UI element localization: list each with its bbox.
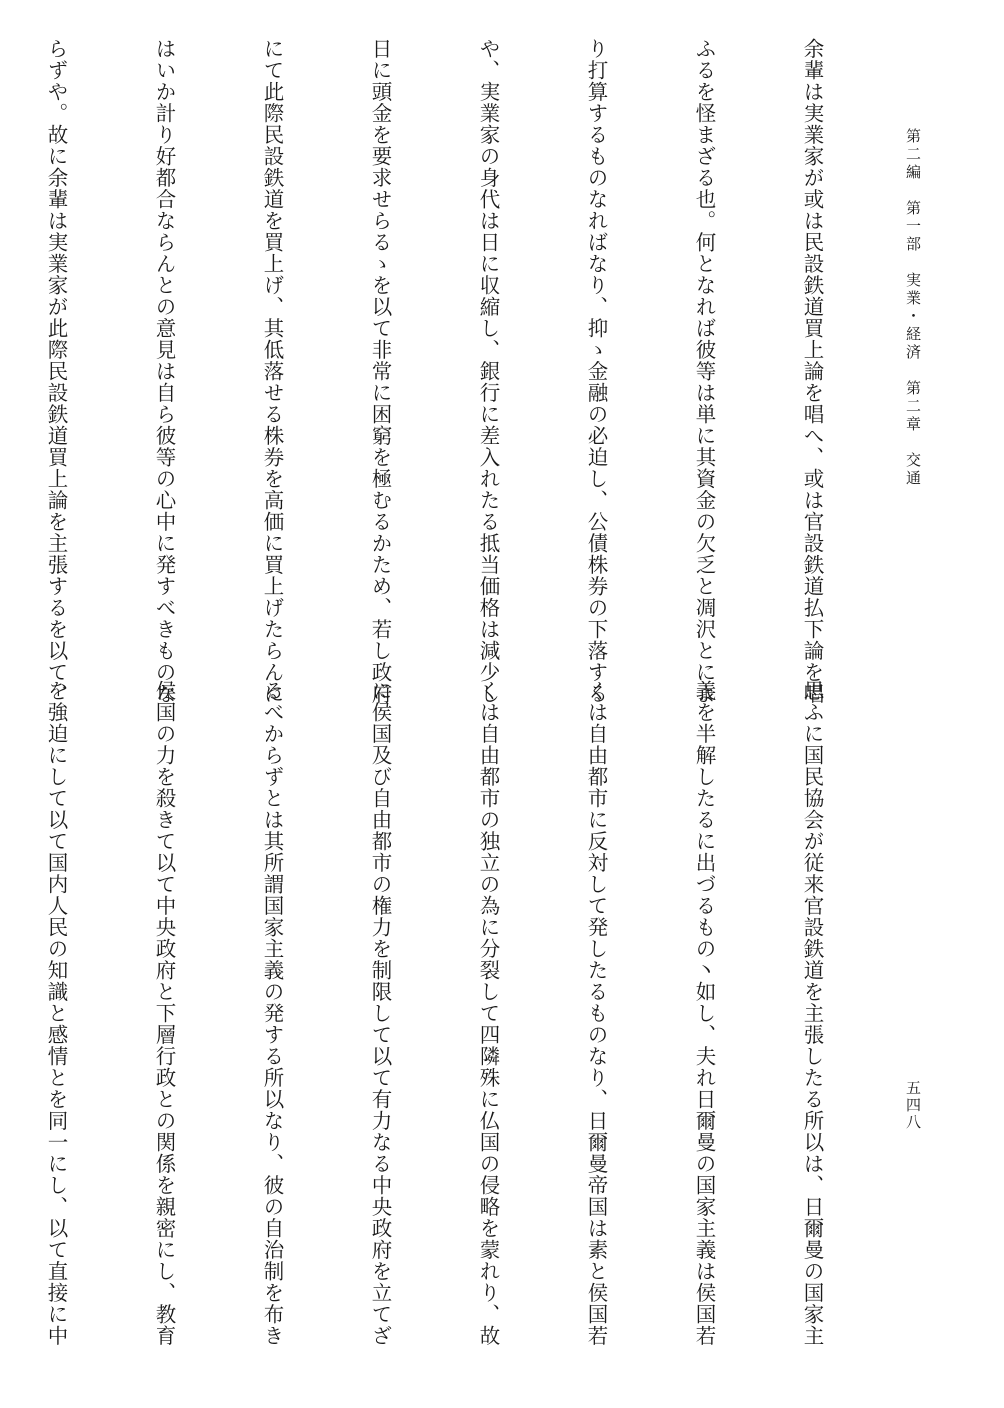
text-column: 侯国の力を殺きて以て中央政府と下層行政との関係を親密にし、教育 xyxy=(152,680,176,1347)
upper-text-block xyxy=(44,38,902,705)
text-column: 余輩は実業家が或は民設鉄道買上論を唱へ、或は官設鉄道払下論を唱 xyxy=(800,38,824,705)
text-column: にて此際民設鉄道を買上げ、其低落せる株券を高価に買上げたらんに xyxy=(260,38,284,705)
running-head: 第二編 第一部 実業・経済 第二章 交通 xyxy=(904,128,922,488)
text-column: らずや。故に余輩は実業家が此際民設鉄道買上論を主張するを以て、 xyxy=(44,38,68,705)
text-column: や、実業家の身代は日に収縮し、銀行に差入れたる抵当価格は減少し xyxy=(476,38,500,705)
text-column: 思ふに国民協会が従来官設鉄道を主張したる所以は、日爾曼の国家主 xyxy=(800,680,824,1347)
text-column: 日に頭金を要求せらるゝを以て非常に困窮を極むるかため、若し政府 xyxy=(368,38,392,705)
lower-text-block xyxy=(44,680,902,1347)
text-column: り打算するものなればなり、抑ゝ金融の必迫し、公債株券の下落する xyxy=(584,38,608,705)
text-column: るべからずとは其所謂国家主義の発する所以なり、彼の自治制を布き xyxy=(260,680,284,1347)
text-column: はいか計り好都合ならんとの意見は自ら彼等の心中に発すべきものな xyxy=(152,38,176,705)
text-column: ふるを怪まざる也。何となれば彼等は単に其資金の欠乏と凋沢とによ xyxy=(692,38,716,705)
text-column: くは自由都市の独立の為に分裂して四隣殊に仏国の侵略を蒙れり、故 xyxy=(476,680,500,1347)
page-number: 五四八 xyxy=(904,1080,922,1131)
text-column: に侯国及び自由都市の権力を制限して以て有力なる中央政府を立てざ xyxy=(368,680,392,1347)
text-column: を強迫にして以て国内人民の知識と感情とを同一にし、以て直接に中 xyxy=(44,680,68,1347)
text-column: くは自由都市に反対して発したるものなり、日爾曼帝国は素と侯国若 xyxy=(584,680,608,1347)
text-column: 義を半解したるに出づるもの丶如し、夫れ日爾曼の国家主義は侯国若 xyxy=(692,680,716,1347)
